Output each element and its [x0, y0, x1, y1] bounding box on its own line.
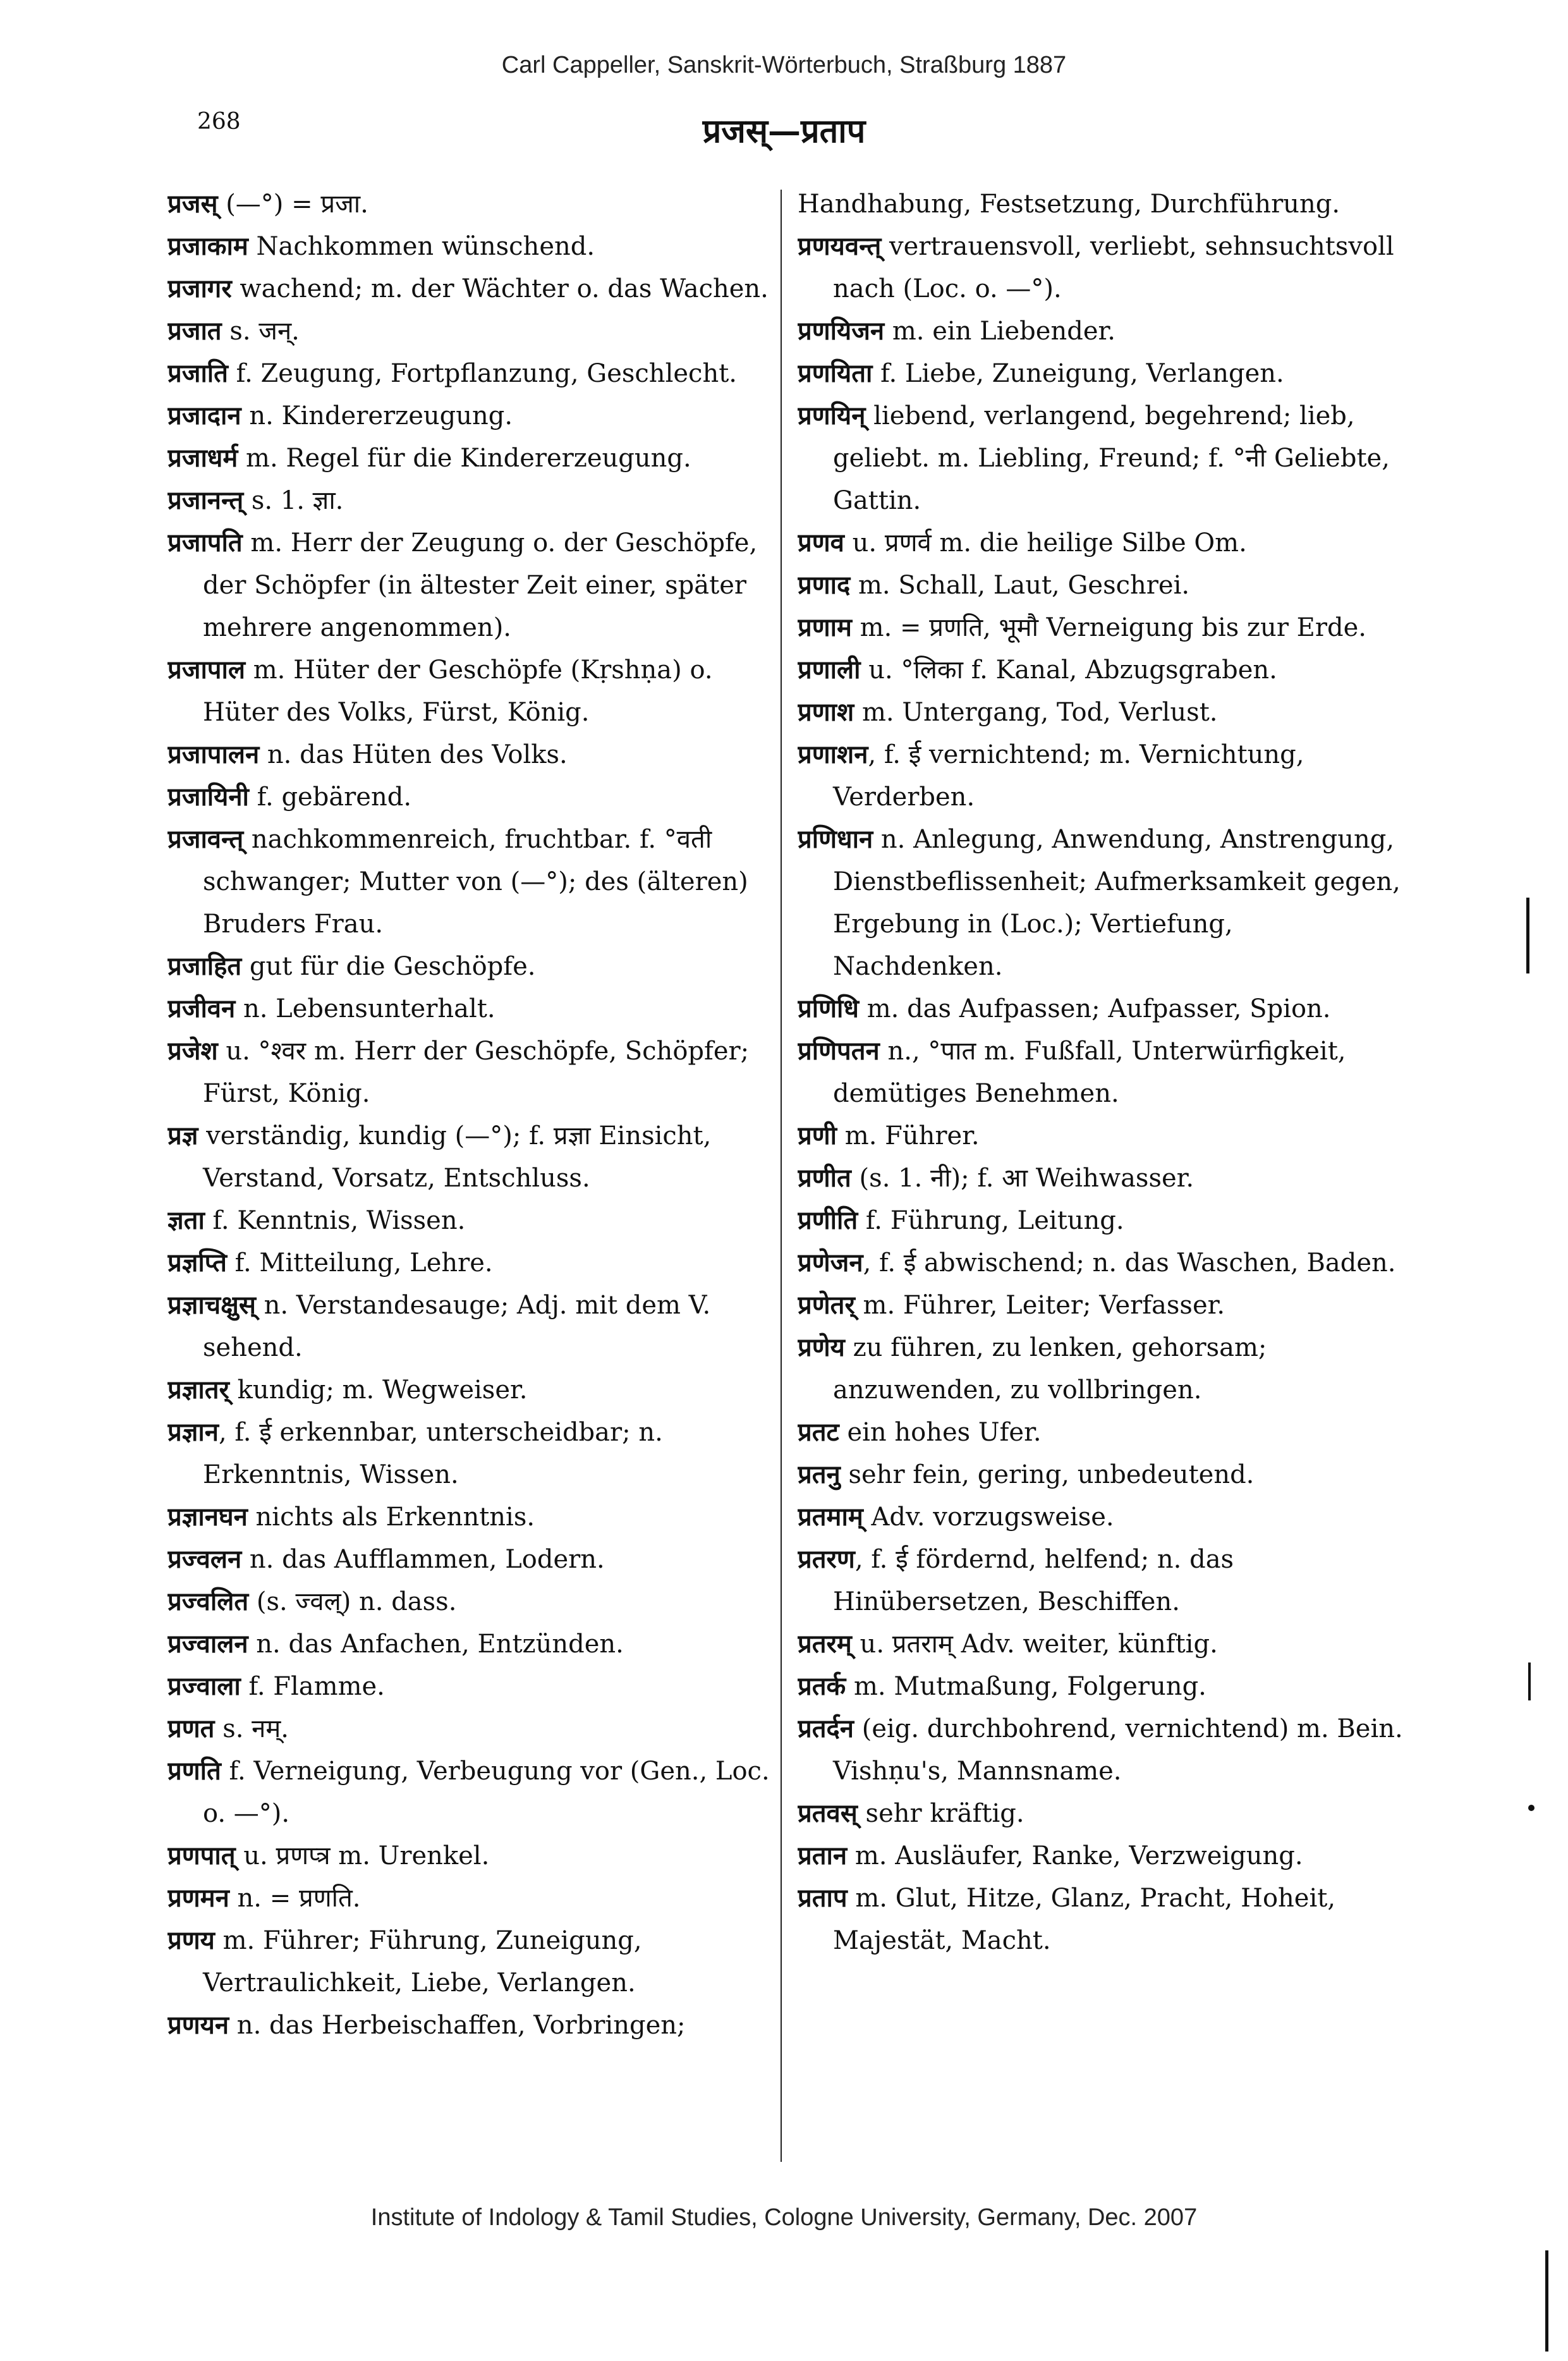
entry-definition: sehr kräftig. [857, 1799, 1024, 1828]
dictionary-entry [798, 183, 1404, 226]
entry-headword: प्रणाशन [798, 740, 868, 769]
dictionary-entry [798, 988, 1404, 1030]
entry-headword: प्रजात [167, 317, 222, 346]
dictionary-entry [798, 1327, 1404, 1412]
entry-headword: प्रणति [167, 1757, 221, 1786]
entry-definition: n., °पात m. Fußfall, Unterwürfigkeit, demütiges Benehmen. [833, 1037, 1346, 1108]
entry-headword: प्रज्ञाचक्षुस् [167, 1291, 256, 1320]
entry-headword: प्रज्वाला [167, 1672, 241, 1701]
entry-definition: (s. 1. नी); f. आ Weihwasser. [851, 1164, 1194, 1193]
entry-headword: प्रज्ञप्ति [167, 1248, 227, 1278]
entry-definition: s. जन्. [221, 317, 300, 346]
dictionary-entry [798, 1454, 1404, 1496]
entry-headword: प्रतर्क [798, 1672, 846, 1701]
dictionary-entry [798, 1242, 1404, 1284]
dictionary-entry [167, 1708, 774, 1750]
entry-headword: प्रणत [167, 1714, 215, 1743]
entry-definition: zu führen, zu lenken, gehorsam; anzuwenden, zu vollbringen. [833, 1333, 1267, 1405]
dictionary-entry [798, 226, 1404, 310]
dictionary-entry [798, 395, 1404, 522]
entry-definition: , f. ई fördernd, helfend; n. das Hinübersetzen, Beschiffen. [833, 1545, 1234, 1616]
entry-headword: प्रणेय [798, 1333, 845, 1362]
entry-definition: f. Kenntnis, Wissen. [204, 1206, 466, 1235]
running-head: प्रजस्—प्रताप [702, 112, 866, 150]
entry-headword: प्रजाति [167, 359, 228, 388]
dictionary-entry [798, 1708, 1404, 1793]
entry-headword: प्रतमाम् [798, 1503, 863, 1532]
entry-definition: ein hohes Ufer. [839, 1418, 1042, 1447]
dictionary-entry [798, 1496, 1404, 1539]
entry-headword: प्रणेतर् [798, 1291, 855, 1320]
entry-definition: m. Führer; Führung, Zuneigung, Vertraulichkeit, Liebe, Verlangen. [203, 1926, 642, 1998]
dictionary-entry [167, 1200, 774, 1242]
entry-definition: , f. ई abwischend; n. das Waschen, Baden. [863, 1248, 1396, 1278]
dictionary-entry [798, 310, 1404, 353]
entry-definition: vertrauensvoll, verliebt, sehnsuchtsvoll nach (Loc. o. —°). [833, 232, 1394, 303]
entry-definition: (—°) = प्रजा. [217, 190, 368, 219]
entry-headword: प्रणयवन्त् [798, 232, 882, 261]
entry-headword: प्रणाली [798, 656, 861, 685]
entry-definition: n. das Aufflammen, Lodern. [241, 1545, 605, 1574]
entry-headword: प्रजादान [167, 401, 241, 430]
entry-headword: प्रणी [798, 1121, 837, 1150]
entry-headword: प्रणपात् [167, 1841, 236, 1870]
entry-headword: प्रणिपतन [798, 1037, 880, 1066]
dictionary-entry [167, 1369, 774, 1412]
right-column [798, 183, 1404, 2162]
dictionary-entry [798, 1284, 1404, 1327]
entry-headword: प्रजानन्त् [167, 486, 244, 515]
entry-headword: प्रज्वालन [167, 1630, 248, 1659]
entry-definition: (s. ज्वल्) n. dass. [248, 1587, 457, 1616]
entry-headword: प्रणाश [798, 698, 854, 727]
entry-headword: प्रणय [167, 1926, 215, 1955]
entry-headword: प्रतट [798, 1418, 839, 1447]
entry-definition: m. Regel für die Kindererzeugung. [238, 444, 691, 473]
entry-definition: nichts als Erkenntnis. [247, 1503, 535, 1532]
entry-definition: m. Führer. [837, 1121, 980, 1150]
entry-headword: प्रजेश [167, 1037, 218, 1066]
entry-definition: nachkommenreich, fruchtbar. f. °वती schwanger; Mutter von (—°); des (älteren) Bruders Frau. [203, 825, 748, 939]
dictionary-entry [167, 1539, 774, 1581]
dictionary-entry [167, 1666, 774, 1708]
dictionary-entry [167, 1581, 774, 1623]
entry-definition: n. Verstandesauge; Adj. mit dem V. sehend. [203, 1291, 711, 1362]
entry-definition: , f. ई vernichtend; m. Vernichtung, Verderben. [833, 740, 1304, 812]
entry-definition: m. ein Liebender. [884, 317, 1115, 346]
entry-headword: ज्ञता [167, 1206, 205, 1235]
dictionary-entry [798, 1157, 1404, 1200]
entry-headword: प्रजागर [167, 274, 232, 303]
dictionary-entry [167, 1242, 774, 1284]
entry-definition: , f. ई erkennbar, unterscheidbar; n. Erkenntnis, Wissen. [203, 1418, 663, 1489]
dictionary-entry [167, 946, 774, 988]
entry-headword: प्रजायिनी [167, 783, 249, 812]
dictionary-entry [167, 988, 774, 1030]
entry-definition: n. = प्रणति. [229, 1884, 361, 1913]
entry-headword: प्रताप [798, 1884, 848, 1913]
dictionary-entry [798, 522, 1404, 564]
entry-definition: n. das Hüten des Volks. [259, 740, 568, 769]
entry-headword: प्रणीति [798, 1206, 858, 1235]
entry-headword: प्रजस् [167, 190, 218, 219]
scan-mark [1528, 1662, 1531, 1700]
entry-definition: liebend, verlangend, begehrend; lieb, geliebt. m. Liebling, Freund; f. °नी Geliebte, Gattin. [833, 401, 1390, 515]
left-column [167, 183, 774, 2162]
entry-definition: u. प्रणप्त्र m. Urenkel. [235, 1841, 490, 1870]
entry-headword: प्रजीवन [167, 994, 236, 1023]
dictionary-entry [167, 395, 774, 437]
column-divider [781, 190, 782, 2162]
dictionary-entry [798, 692, 1404, 734]
entry-definition: u. प्रतराम् Adv. weiter, künftig. [851, 1630, 1218, 1659]
entry-definition: m. Hüter der Geschöpfe (Kṛshṇa) o. Hüter des Volks, Fürst, König. [203, 656, 713, 727]
entry-headword: प्रजापति [167, 528, 243, 558]
entry-headword: प्रज्ञ [167, 1121, 198, 1150]
entry-definition: sehr fein, gering, unbedeutend. [840, 1460, 1255, 1489]
entry-headword: प्रतान [798, 1841, 848, 1870]
footer-credit: Institute of Indology & Tamil Studies, Cologne University, Germany, Dec. 2007 [370, 2204, 1198, 2231]
entry-definition: f. Flamme. [240, 1672, 385, 1701]
entry-definition: n. Lebensunterhalt. [235, 994, 495, 1023]
dictionary-entry [798, 1539, 1404, 1623]
entry-definition: verständig, kundig (—°); f. प्रज्ञा Einsicht, Verstand, Vorsatz, Entschluss. [198, 1121, 712, 1193]
entry-headword: प्रणयिता [798, 359, 873, 388]
dictionary-entry [167, 1920, 774, 2004]
entry-headword: प्रणव [798, 528, 844, 558]
entry-definition: f. Liebe, Zuneigung, Verlangen. [872, 359, 1284, 388]
entry-headword: प्रज्ञान [167, 1418, 219, 1447]
entry-headword: प्रणाद [798, 571, 851, 600]
dictionary-entry [798, 353, 1404, 395]
entry-headword: प्रणीत [798, 1164, 851, 1193]
entry-headword: प्रणिधान [798, 825, 873, 854]
entry-definition: u. प्रणर्व m. die heilige Silbe Om. [844, 528, 1247, 558]
dictionary-entry [798, 1877, 1404, 1962]
entry-headword: प्रजावन्त् [167, 825, 244, 854]
dictionary-entry [167, 2004, 774, 2047]
dictionary-entry [167, 1284, 774, 1369]
entry-definition: s. 1. ज्ञा. [243, 486, 344, 515]
dictionary-entry [798, 1200, 1404, 1242]
dictionary-entry [167, 1115, 774, 1200]
entry-definition: n. das Herbeischaffen, Vorbringen; [229, 2011, 686, 2040]
entry-headword: प्रणयिजन [798, 317, 885, 346]
dictionary-entry [798, 819, 1404, 988]
dictionary-entry [167, 1496, 774, 1539]
entry-headword: प्रजाधर्म [167, 444, 238, 473]
entry-headword: प्रज्ञानघन [167, 1503, 248, 1532]
entry-headword: प्रजाहित [167, 952, 242, 981]
dictionary-entry [798, 607, 1404, 649]
dictionary-entry [167, 353, 774, 395]
entry-headword: प्रतवस् [798, 1799, 858, 1828]
entry-definition: f. Führung, Leitung. [858, 1206, 1124, 1235]
entry-headword: प्रणयिन् [798, 401, 866, 430]
entry-definition: m. Untergang, Tod, Verlust. [854, 698, 1218, 727]
dictionary-entry [798, 564, 1404, 607]
entry-headword: प्रणिधि [798, 994, 859, 1023]
page-number: 268 [197, 109, 241, 135]
entry-headword: प्रतर्दन [798, 1714, 854, 1743]
scan-mark [1528, 1805, 1535, 1811]
entry-definition: f. Zeugung, Fortpflanzung, Geschlecht. [228, 359, 737, 388]
dictionary-entry [167, 1877, 774, 1920]
dictionary-entry [167, 480, 774, 522]
entry-definition: n. Kindererzeugung. [241, 401, 513, 430]
dictionary-entry [798, 1623, 1404, 1666]
scan-mark [1545, 2250, 1548, 2352]
source-header: Carl Cappeller, Sanskrit-Wörterbuch, Straßburg 1887 [501, 52, 1067, 78]
dictionary-entry [798, 1793, 1404, 1835]
dictionary-entry [167, 1835, 774, 1877]
entry-headword: प्रणेजन [798, 1248, 863, 1278]
entry-headword: प्रजाकाम [167, 232, 248, 261]
entry-headword: प्रतरण [798, 1545, 855, 1574]
entry-headword: प्रजापाल [167, 656, 245, 685]
entry-definition: f. Mitteilung, Lehre. [226, 1248, 493, 1278]
entry-headword: प्रजापालन [167, 740, 260, 769]
entry-definition: m. Schall, Laut, Geschrei. [850, 571, 1190, 600]
entry-definition: m. Herr der Zeugung o. der Geschöpfe, der Schöpfer (in ältester Zeit einer, später mehrere angenommen). [203, 528, 758, 642]
dictionary-entry [167, 1623, 774, 1666]
entry-definition: (eig. durchbohrend, vernichtend) m. Bein. Vishṇu's, Mannsname. [833, 1714, 1403, 1786]
dictionary-entry [167, 1412, 774, 1496]
dictionary-entry [798, 1666, 1404, 1708]
scan-mark [1526, 898, 1529, 973]
entry-definition: Adv. vorzugsweise. [863, 1503, 1114, 1532]
dictionary-entry [167, 734, 774, 776]
dictionary-entry [167, 1750, 774, 1835]
entry-definition: n. das Anfachen, Entzünden. [248, 1630, 624, 1659]
entry-headword: प्रतनु [798, 1460, 841, 1489]
dictionary-entry [798, 1030, 1404, 1115]
dictionary-entry [798, 1835, 1404, 1877]
entry-definition: m. das Aufpassen; Aufpasser, Spion. [859, 994, 1331, 1023]
entry-definition: m. Glut, Hitze, Glanz, Pracht, Hoheit, Majestät, Macht. [833, 1884, 1336, 1955]
dictionary-entry [798, 649, 1404, 692]
entry-definition: m. Führer, Leiter; Verfasser. [854, 1291, 1225, 1320]
entry-definition: wachend; m. der Wächter o. das Wachen. [231, 274, 769, 303]
entry-headword: प्रज्ञातर् [167, 1376, 229, 1405]
dictionary-entry [167, 522, 774, 649]
entry-headword: प्रज्वलन [167, 1545, 242, 1574]
dictionary-entry [798, 1412, 1404, 1454]
dictionary-entry [167, 1030, 774, 1115]
dictionary-entry [167, 819, 774, 946]
dictionary-entry [167, 268, 774, 310]
dictionary-entry [798, 1115, 1404, 1157]
entry-definition: Handhabung, Festsetzung, Durchführung. [798, 190, 1340, 219]
entry-definition: kundig; m. Wegweiser. [229, 1376, 528, 1405]
dictionary-entry [798, 734, 1404, 819]
entry-headword: प्रणयन [167, 2011, 229, 2040]
dictionary-entry [167, 437, 774, 480]
entry-definition: s. नम्. [214, 1714, 289, 1743]
entry-definition: u. °श्वर m. Herr der Geschöpfe, Schöpfer; Fürst, König. [203, 1037, 750, 1108]
entry-definition: f. Verneigung, Verbeugung vor (Gen., Loc. o. —°). [203, 1757, 770, 1828]
entry-definition: m. = प्रणति, भूमौ Verneigung bis zur Erde. [851, 613, 1366, 642]
entry-headword: प्रणमन [167, 1884, 229, 1913]
entry-headword: प्रतरम् [798, 1630, 852, 1659]
entry-definition: f. gebärend. [248, 783, 412, 812]
dictionary-entry [167, 226, 774, 268]
entry-definition: n. Anlegung, Anwendung, Anstrengung, Dienstbeflissenheit; Aufmerksamkeit gegen, Ergebung in (Loc.); Vertiefung, Nachdenken. [833, 825, 1401, 981]
dictionary-entry [167, 310, 774, 353]
entry-headword: प्रज्वलित [167, 1587, 249, 1616]
dictionary-entry [167, 776, 774, 819]
dictionary-entry [167, 649, 774, 734]
entry-definition: u. °लिका f. Kanal, Abzugsgraben. [860, 656, 1277, 685]
entry-headword: प्रणाम [798, 613, 852, 642]
entry-definition: m. Ausläufer, Ranke, Verzweigung. [847, 1841, 1303, 1870]
entry-definition: Nachkommen wünschend. [248, 232, 595, 261]
entry-definition: m. Mutmaßung, Folgerung. [846, 1672, 1206, 1701]
dictionary-entry [167, 183, 774, 226]
entry-definition: gut für die Geschöpfe. [241, 952, 536, 981]
